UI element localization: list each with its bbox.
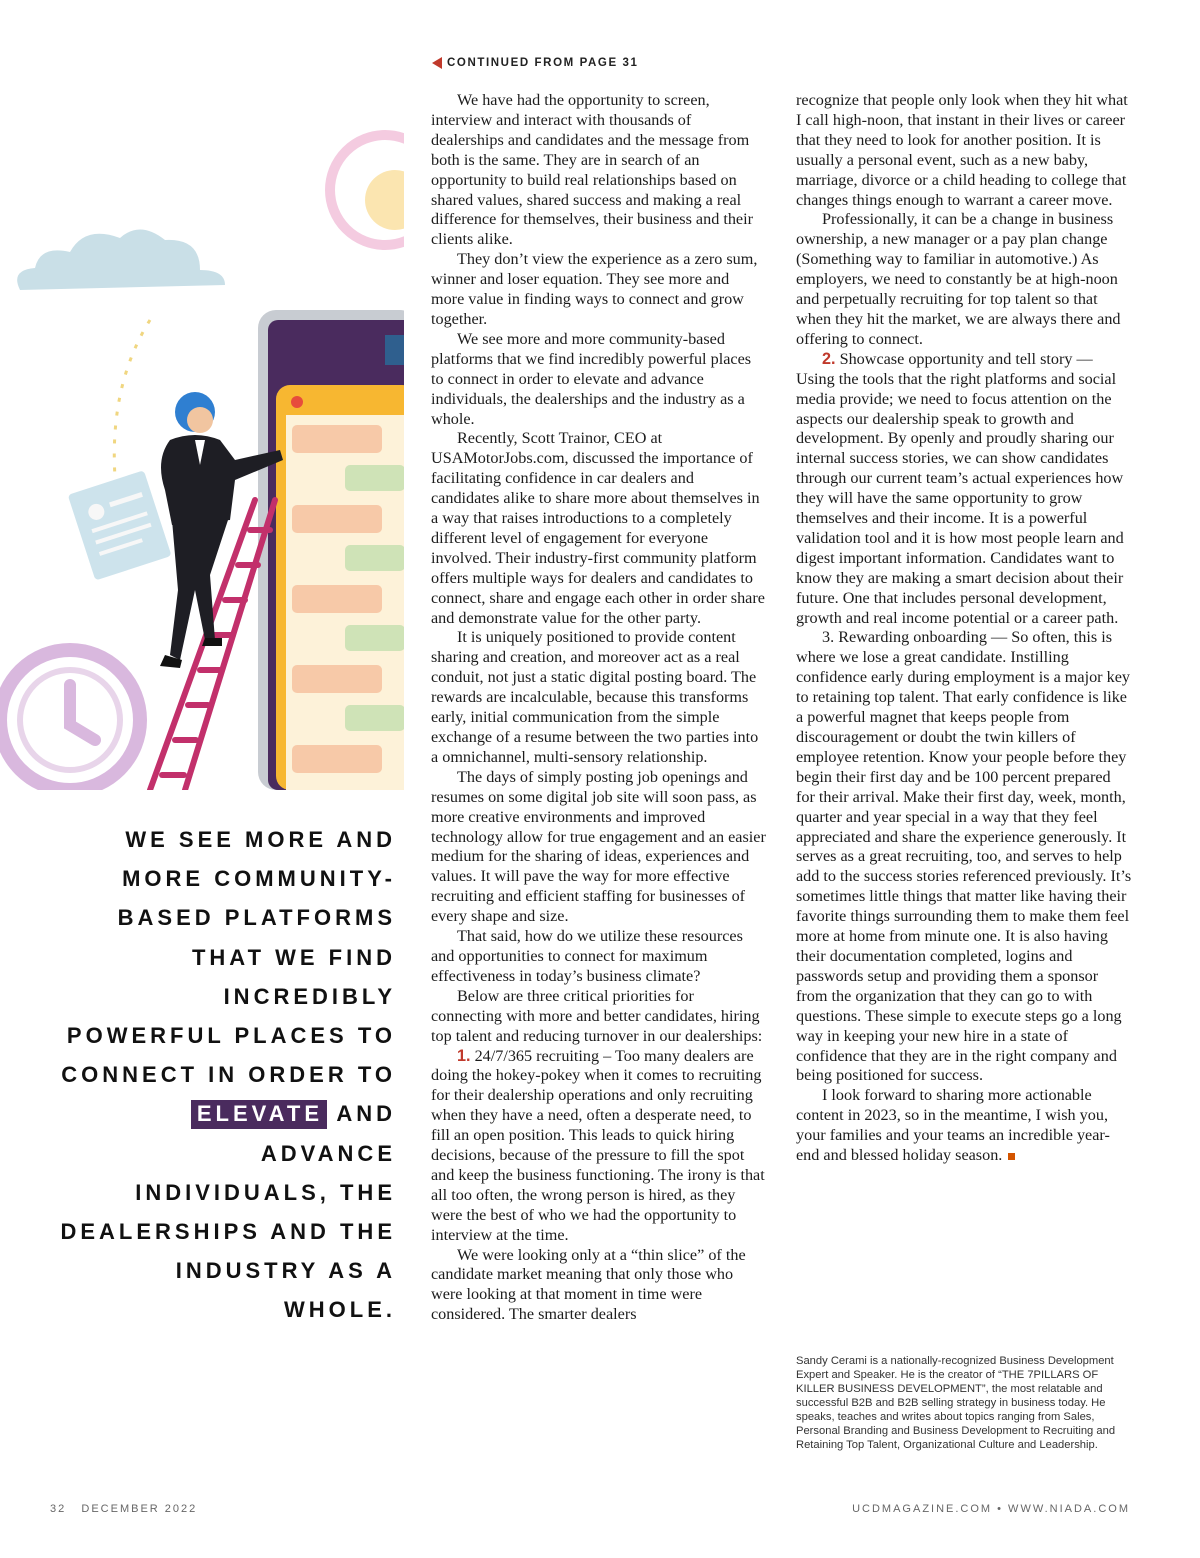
end-mark-icon (1008, 1153, 1015, 1160)
pull-quote-text: WE SEE MORE AND MORE COMMUNITY-BASED PLATFORMS THAT WE FIND INCREDIBLY POWERFUL PLACES TO CONNECT IN ORDER TO (61, 827, 396, 1088)
author-bio: Sandy Cerami is a nationally-recognized Business Development Expert and Speaker. He is the creator of “THE 7PILLARS OF KILLER BUSINESS DEVELOPMENT”, the most relatable and successful B2B and B2B selling strategy in business today. He speaks, teaches and writes about topics ranging from Sales, Personal Branding and Business Development to Recruiting and Retaining Top Talent, Organizational Culture and Leadership. (796, 1355, 1116, 1451)
ladder-illustration (0, 120, 404, 790)
pull-quote-highlight: ELEVATE (191, 1100, 327, 1129)
paragraph: We have had the opportunity to screen, interview and interact with thousands of dealerships and candidates and the message from both is the same. They are in search of an opportunity to build real relationships based on shared values, shared success and making a real difference for themselves, their business and their clients alike. (431, 91, 753, 249)
closing-paragraph (796, 1086, 1132, 1166)
list-item-2 (796, 350, 1132, 629)
paragraph: Recently, Scott Trainor, CEO at USAMotorJobs.com, discussed the importance of facilitating confidence in car dealers and candidates alike to share more about themselves in a way that raises introductions to a completely different level of engagement for everyone involved. Their industry-first community platform offers multiple ways for dealers and candidates to connect, share and engage each other in order share and demonstrate value for the other party. (431, 429, 765, 627)
list-item-1 (431, 1047, 766, 1246)
pull-quote-text-end: AND ADVANCE INDIVIDUALS, THE DEALERSHIPS AND THE INDUSTRY AS A WHOLE. (60, 1101, 396, 1323)
paragraph: Professionally, it can be a change in business ownership, a new manager or a pay plan change (Something way to familiar in automotive.) As employers, we need to constantly be at high-noon and perpetually recruiting for top talent so that when they hit the market, we are always there and offering to connect. (796, 210, 1121, 348)
pull-quote (60, 820, 396, 1330)
paragraph: It is uniquely positioned to provide content sharing and creation, and moreover act as a real conduit, not just a static digital posting board. The rewards are incalculable, because this transforms early, initial communication from the simple exchange of a resume between the two parties into a omnichannel, multi-sensory relationship. (431, 628, 759, 766)
list-number: 2. (822, 349, 836, 368)
paragraph: We see more and more community-based platforms that we find incredibly powerful places to connect in order to elevate and advance individuals, the dealerships and the industry as a whole. (431, 329, 752, 428)
clock-icon (0, 650, 140, 790)
article-column-2 (796, 91, 1132, 1166)
document-icon (68, 470, 172, 580)
continued-from-label (432, 57, 639, 69)
sun-decoration (330, 135, 404, 245)
cloud-decoration (17, 229, 225, 290)
paragraph: The days of simply posting job openings and resumes on some digital job site will soon pass, as more creative environments and improved technology allow for true engagement and an easier medium for the sharing of ideas, experiences and values. It will pave the way for more effective recruiting and efficient staffing for businesses of every shape and size. (431, 767, 766, 926)
paragraph: They don’t view the experience as a zero sum, winner and loser equation. They see more and more value in finding ways to connect and grow together. (431, 250, 758, 328)
left-arrow-icon (432, 57, 442, 69)
list-number: 1. (457, 1046, 471, 1065)
paragraph: That said, how do we utilize these resources and opportunities to connect for maximum effectiveness in today’s business climate? (431, 927, 743, 985)
footer-website: UCDMAGAZINE.COM • WWW.NIADA.COM (852, 1503, 1130, 1515)
article-column-1 (431, 91, 766, 1325)
closing-text: I look forward to sharing more actionable content in 2023, so in the meantime, I wish you, your families and your teams an incredible year-end and blessed holiday season. (796, 1086, 1110, 1165)
paragraph: recognize that people only look when they hit what I call high-noon, that instant in their lives or career that they need to look for another position. It is usually a personal event, such as a new baby, marriage, divorce or a child heading to college that changes things enough to warrant a career move. (796, 91, 1128, 209)
footer-page-date: 32 DECEMBER 2022 (50, 1503, 198, 1515)
paragraph: Below are three critical priorities for connecting with more and better candidates, hiring top talent and reducing turnover in our dealerships: (431, 986, 763, 1045)
list-text: 24/7/365 recruiting – Too many dealers are doing the hokey-pokey when it comes to recruiting for their dealership operations and only recruiting when they have a need, often a desperate need, to fill an open position. This leads to quick hiring decisions, because of the pressure to fill the spot and keep the business functioning. The irony is that all too often, the wrong person is hired, as they were the best of who we had the opportunity to interview at the time. (431, 1046, 765, 1244)
paragraph: We were looking only at a “thin slice” of the candidate market meaning that only those who were looking at that moment in time were considered. The smarter dealers (431, 1245, 746, 1324)
continued-text: CONTINUED FROM PAGE 31 (447, 57, 639, 69)
list-text: Showcase opportunity and tell story — Using the tools that the right platforms and social media provide; we need to focus attention on the aspects our dealership speak to growth and development. By openly and proudly sharing our internal success stories, we can show candidates through our current team’s actual experiences how they will have the same opportunity to grow themselves and their income. It is a powerful validation tool and it is how most people learn and digest important information. Candidates want to know they are making a smart decision about their future. One that includes personal development, growth and real income potential or a career path. (796, 349, 1124, 627)
list-item-3: 3. Rewarding onboarding — So often, this is where we lose a great candidate. Instilling confidence early during employment is a major key to retaining top talent. That early confidence is like a powerful magnet that keeps people from discouragement or doubt the twin killers of employee retention. Know your people before they begin their first day and be 100 percent prepared for their arrival. Make their first day, week, month, quarter and year special in a way that they feel appreciated and share the experience generously. It serves as a great recruiting, too, and serves to help add to the success stories referenced previously. It’s sometimes little things that matter like having their favorite things surrounding them to make them feel more at home from minute one. It is also having their documentation completed, logins and passwords setup and providing them a sponsor from the organization that they can go to with questions. These simple to execute steps go a long way in keeping your new hire in a state of confidence that they are in the right company and being positioned for success. (796, 628, 1132, 1085)
